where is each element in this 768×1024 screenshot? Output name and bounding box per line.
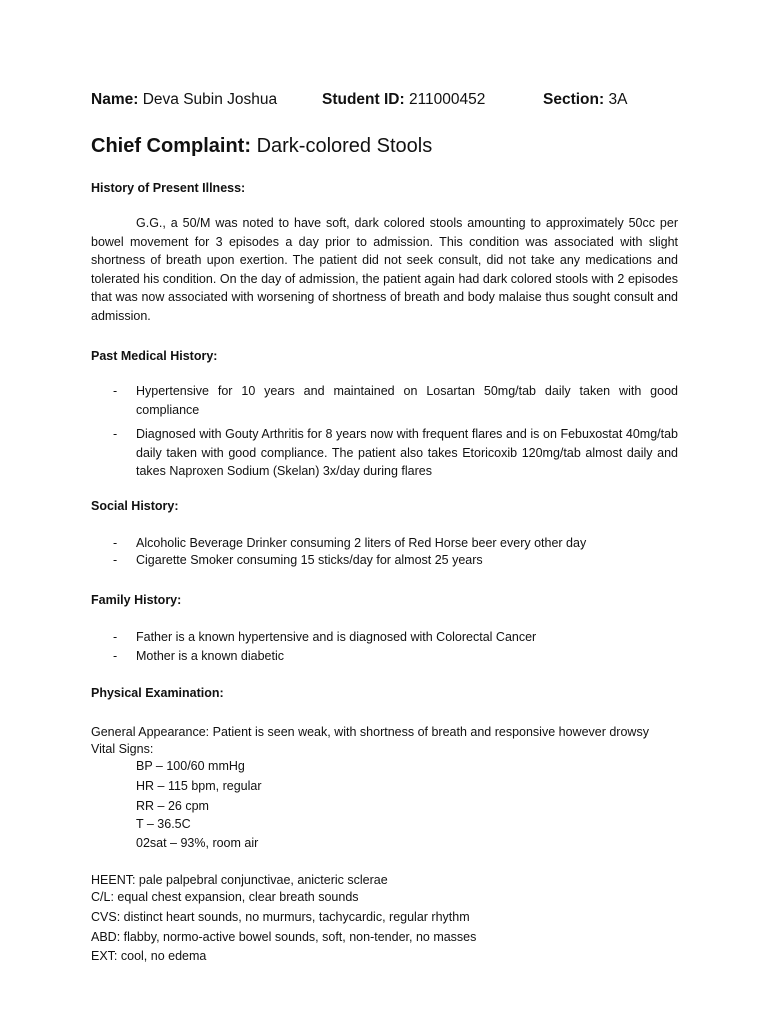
social-item: Cigarette Smoker consuming 15 sticks/day for almost 25 years [136,553,483,567]
section-field [543,90,627,110]
vital-signs-label: Vital Signs: [91,742,154,756]
family-item: Father is a known hypertensive and is diagnosed with Colorectal Cancer [136,630,537,644]
list-dash: - [113,384,118,398]
pmh-heading: Past Medical History: [91,349,218,363]
list-item [91,551,681,570]
list-item [91,425,681,481]
exam-finding: C/L: equal chest expansion, clear breath sounds [91,890,359,904]
exam-finding: CVS: distinct heart sounds, no murmurs, tachycardic, regular rhythm [91,910,470,924]
list-item [91,382,681,419]
student-id-field [322,90,485,110]
family-heading: Family History: [91,593,182,607]
hpi-text: G.G., a 50/M was noted to have soft, dark colored stools amounting to approximately 50cc per bowel movement for 3 episodes a day prior to admission. This condition was associated with slight shortness of breath upon exertion. The patient did not seek consult, did not take any medications and tolerated his condition. On the day of admission, the patient again had dark colored stools with 2 episodes that was now associated with worsening of shortness of breath and body malaise thus sought consult and admission. [91,216,678,323]
social-item: Alcoholic Beverage Drinker consuming 2 liters of Red Horse beer every other day [136,536,587,550]
vital-sign: T – 36.5C [136,817,191,831]
social-heading: Social History: [91,499,179,513]
vital-sign: RR – 26 cpm [136,799,209,813]
list-dash: - [113,553,118,567]
vital-sign: BP – 100/60 mmHg [136,759,245,773]
hpi-paragraph [91,214,678,325]
chief-complaint [91,133,432,159]
name-field [91,90,277,110]
exam-finding: HEENT: pale palpebral conjunctivae, anicteric sclerae [91,873,388,887]
hpi-heading: History of Present Illness: [91,181,246,195]
list-dash: - [113,649,118,663]
list-item [91,647,681,666]
pmh-item: Diagnosed with Gouty Arthritis for 8 years now with frequent flares and is on Febuxostat 40mg/tab daily taken with good compliance. The patient also takes Etoricoxib 120mg/tab almost daily and takes Naproxen Sodium (Skelan) 3x/day during flares [136,427,678,478]
family-item: Mother is a known diabetic [136,649,284,663]
exam-finding: EXT: cool, no edema [91,949,207,963]
list-dash: - [113,536,118,550]
vital-sign: HR – 115 bpm, regular [136,779,262,793]
name-label: Name: [91,91,139,108]
pmh-item: Hypertensive for 10 years and maintained on Losartan 50mg/tab daily taken with good compliance [136,384,678,417]
chief-complaint-value: Dark-colored Stools [256,135,433,157]
list-dash: - [113,630,118,644]
list-dash: - [113,427,118,441]
name-value: Deva Subin Joshua [142,91,278,108]
student-id-value: 211000452 [408,91,486,108]
section-label: Section: [543,91,605,108]
general-appearance: General Appearance: Patient is seen weak, with shortness of breath and responsive however drowsy [91,725,649,739]
chief-complaint-label: Chief Complaint: [91,135,251,157]
pe-heading: Physical Examination: [91,686,224,700]
list-item [91,628,681,647]
vital-sign: 02sat – 93%, room air [136,836,259,850]
section-value: 3A [608,91,628,108]
list-item [91,534,681,553]
exam-finding: ABD: flabby, normo-active bowel sounds, soft, non-tender, no masses [91,930,477,944]
student-id-label: Student ID: [322,91,405,108]
